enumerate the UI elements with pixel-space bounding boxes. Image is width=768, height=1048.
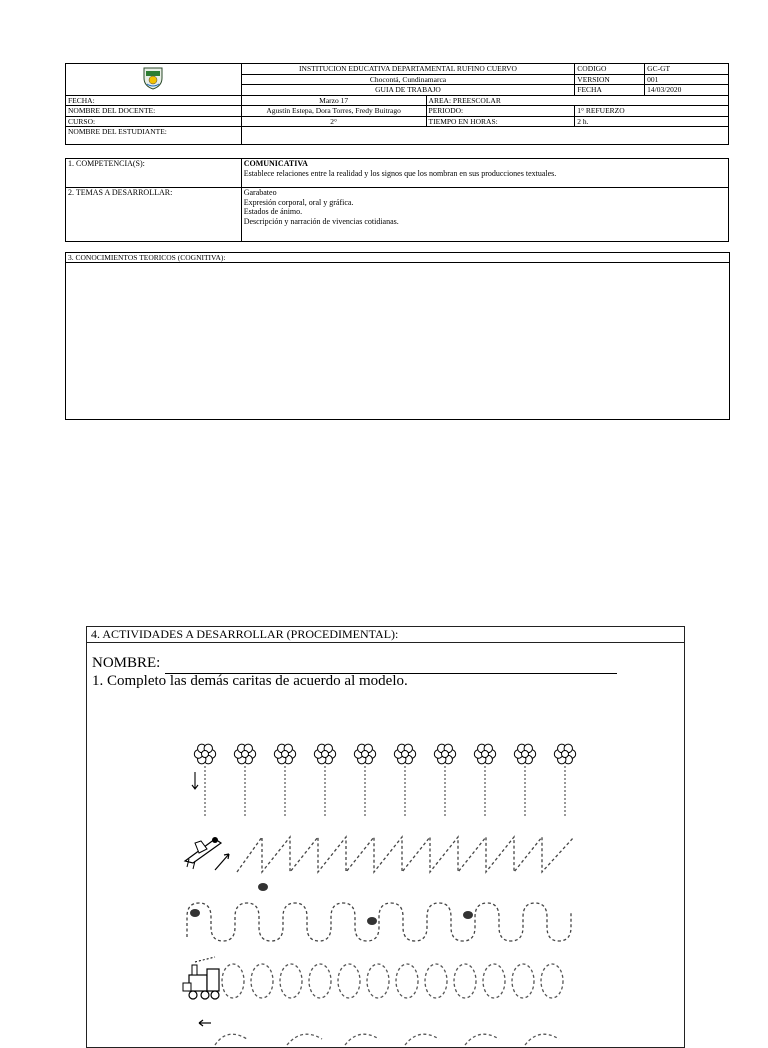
conocimientos-label: 3. CONOCIMIENTOS TEORICOS (COGNITIVA): [66, 253, 729, 263]
loop-row [183, 957, 563, 999]
periodo-value: 1° REFUERZO [575, 106, 729, 117]
fecha-label: FECHA [575, 85, 645, 96]
zigzag-path [237, 837, 574, 872]
wave-row [187, 883, 571, 941]
row-fecha-value: Marzo 17 [241, 95, 426, 106]
area-label: AREA: PREESCOLAR [426, 95, 728, 106]
competencias-label: 1. COMPETENCIA(S): [66, 159, 242, 188]
version-value: 001 [645, 74, 729, 85]
temas-item: Descripción y narración de vivencias cotidianas. [243, 216, 399, 226]
loop-shape [483, 964, 505, 998]
loop-shape [396, 964, 418, 998]
competencias-table [65, 158, 729, 242]
wave-path [187, 903, 571, 941]
tiempo-value: 2 h. [575, 116, 729, 127]
tiempo-label: TIEMPO EN HORAS: [426, 116, 575, 127]
estudiante-label: NOMBRE DEL ESTUDIANTE: [66, 127, 242, 145]
flower-icon [554, 744, 575, 816]
document-type: GUIA DE TRABAJO [241, 85, 575, 96]
estudiante-value[interactable] [241, 127, 728, 145]
nombre-label: NOMBRE: [92, 655, 161, 671]
flower-icon [274, 744, 295, 816]
tracing-worksheet [87, 727, 684, 1047]
curso-label: CURSO: [66, 116, 242, 127]
loops [222, 964, 563, 998]
loop-shape [541, 964, 563, 998]
temas-list [241, 188, 728, 242]
curso-value: 2° [241, 116, 426, 127]
logo-cell [66, 64, 242, 96]
flower-icon [514, 744, 535, 816]
loop-shape [425, 964, 447, 998]
codigo-value: GC-GT [645, 64, 729, 75]
loop-shape [280, 964, 302, 998]
temas-item: Estados de ánimo. [243, 207, 303, 216]
flower-icon [394, 744, 415, 816]
version-label: VERSION [575, 74, 645, 85]
competencias-text: Establece relaciones entre la realidad y los signos que los nombran en sus producciones textuales. [243, 168, 557, 178]
header-table [65, 63, 729, 145]
loop-shape [309, 964, 331, 998]
loop-shape [222, 964, 244, 998]
train-icon [183, 965, 219, 999]
fecha-value: 14/03/2020 [645, 85, 729, 96]
institution-location: Chocontá, Cundinamarca [241, 74, 575, 85]
conocimientos-box [65, 252, 730, 420]
temas-label: 2. TEMAS A DESARROLLAR: [66, 188, 242, 242]
loop-shape [251, 964, 273, 998]
activity-box [86, 626, 685, 1048]
temas-item: Expresión corporal, oral y gráfica. [243, 197, 354, 207]
periodo-label: PERIODO: [426, 106, 575, 117]
institution-name: INSTITUCION EDUCATIVA DEPARTAMENTAL RUFINO CUERVO [241, 64, 575, 75]
flower-icon [474, 744, 495, 816]
loop-shape [367, 964, 389, 998]
flower-row [192, 744, 576, 816]
flower-icon [434, 744, 455, 816]
loop-shape [454, 964, 476, 998]
zigzag-row [185, 837, 574, 872]
instruction-text: 1. Completo las demás caritas de acuerdo al modelo. [92, 673, 408, 689]
activity-title: 4. ACTIVIDADES A DESARROLLAR (PROCEDIMENTAL): [87, 627, 684, 643]
down-arrow-icon [192, 772, 198, 789]
docente-value: Agustín Estepa, Dora Torres, Fredy Buitrago [241, 106, 426, 117]
school-shield-logo [140, 65, 166, 91]
flower-icon [314, 744, 335, 816]
loop-shape [338, 964, 360, 998]
flower-icon [354, 744, 375, 816]
airplane-icon [185, 837, 221, 869]
competencias-title: COMUNICATIVA [243, 159, 308, 168]
docente-label: NOMBRE DEL DOCENTE: [66, 106, 242, 117]
flower-icon [194, 744, 215, 816]
codigo-label: CODIGO [575, 64, 645, 75]
temas-item: Garabateo [243, 188, 277, 197]
loop-shape [512, 964, 534, 998]
flower-icon [234, 744, 255, 816]
competencias-content [241, 159, 728, 188]
row-fecha-label: FECHA: [66, 95, 242, 106]
